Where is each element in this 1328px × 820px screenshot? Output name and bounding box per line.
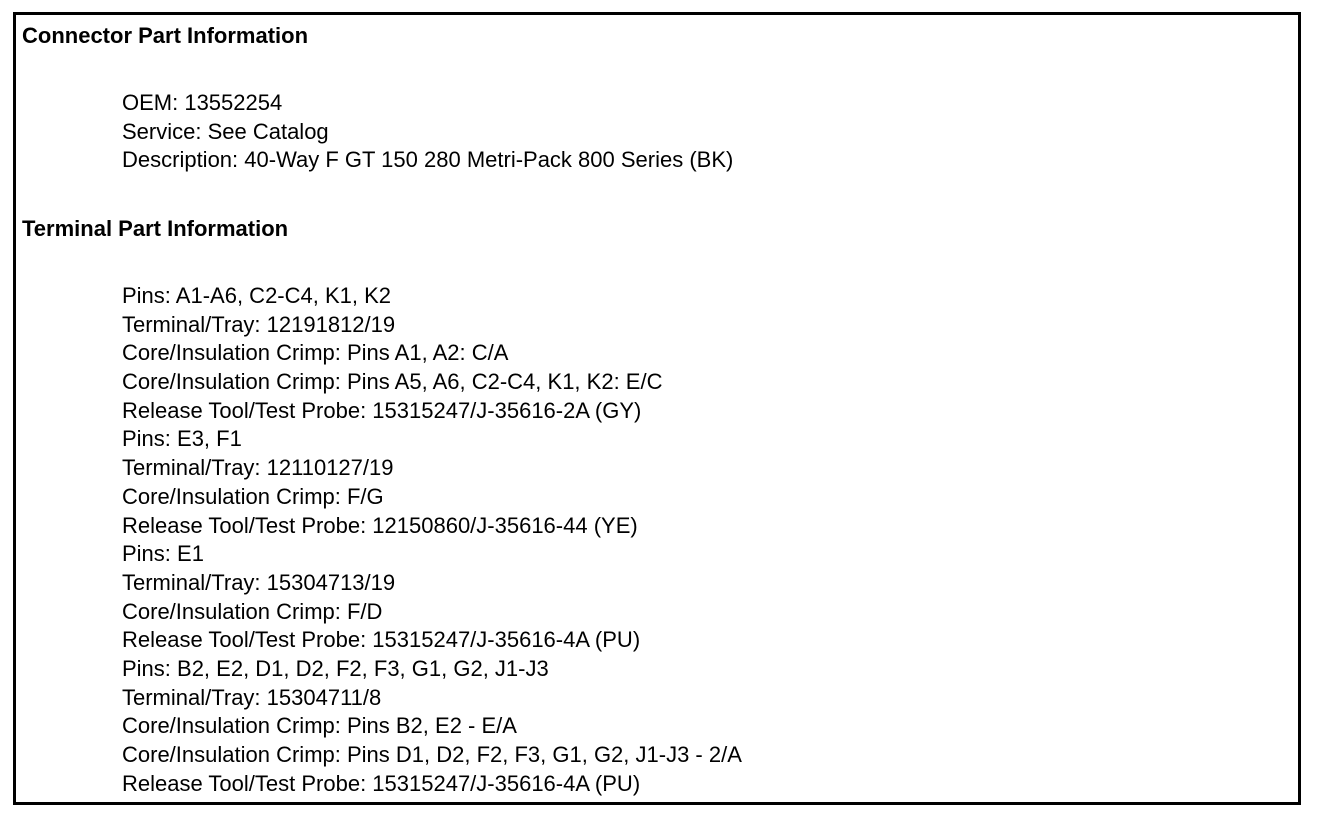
terminal-line: Release Tool/Test Probe: 15315247/J-35616-4A (PU) <box>122 627 641 653</box>
connector-oem: OEM: 13552254 <box>122 90 283 115</box>
connector-service: Service: See Catalog <box>122 118 329 144</box>
terminal-line: Core/Insulation Crimp: F/G <box>122 483 384 509</box>
terminal-part-list <box>122 282 742 798</box>
connector-description: Description: 40-Way F GT 150 280 Metri-Pack 800 Series (BK) <box>122 147 734 173</box>
terminal-line: Core/Insulation Crimp: Pins D1, D2, F2, F3, G1, G2, J1-J3 - 2/A <box>122 742 742 767</box>
terminal-line: Release Tool/Test Probe: 15315247/J-35616-2A (GY) <box>122 397 642 423</box>
terminal-part-heading: Terminal Part Information <box>22 216 289 241</box>
info-table-frame <box>13 12 1301 805</box>
connector-part-list <box>122 89 733 175</box>
terminal-line: Terminal/Tray: 12110127/19 <box>122 455 394 481</box>
terminal-line: Core/Insulation Crimp: Pins A5, A6, C2-C4, K1, K2: E/C <box>122 369 663 395</box>
terminal-line: Release Tool/Test Probe: 12150860/J-35616-44 (YE) <box>122 512 638 538</box>
terminal-line: Pins: A1-A6, C2-C4, K1, K2 <box>122 283 392 308</box>
terminal-line: Pins: E3, F1 <box>122 426 242 452</box>
terminal-line: Terminal/Tray: 15304713/19 <box>122 569 396 595</box>
terminal-line: Release Tool/Test Probe: 15315247/J-35616-4A (PU) <box>122 770 641 796</box>
terminal-line: Pins: B2, E2, D1, D2, F2, F3, G1, G2, J1-J3 <box>122 655 549 681</box>
terminal-line: Pins: E1 <box>122 541 204 567</box>
terminal-line: Terminal/Tray: 12191812/19 <box>122 311 396 337</box>
connector-part-heading: Connector Part Information <box>22 23 309 48</box>
terminal-line: Core/Insulation Crimp: Pins A1, A2: C/A <box>122 340 509 366</box>
terminal-line: Terminal/Tray: 15304711/8 <box>122 684 382 710</box>
terminal-line: Core/Insulation Crimp: Pins B2, E2 - E/A <box>122 713 517 739</box>
terminal-line: Core/Insulation Crimp: F/D <box>122 598 383 624</box>
